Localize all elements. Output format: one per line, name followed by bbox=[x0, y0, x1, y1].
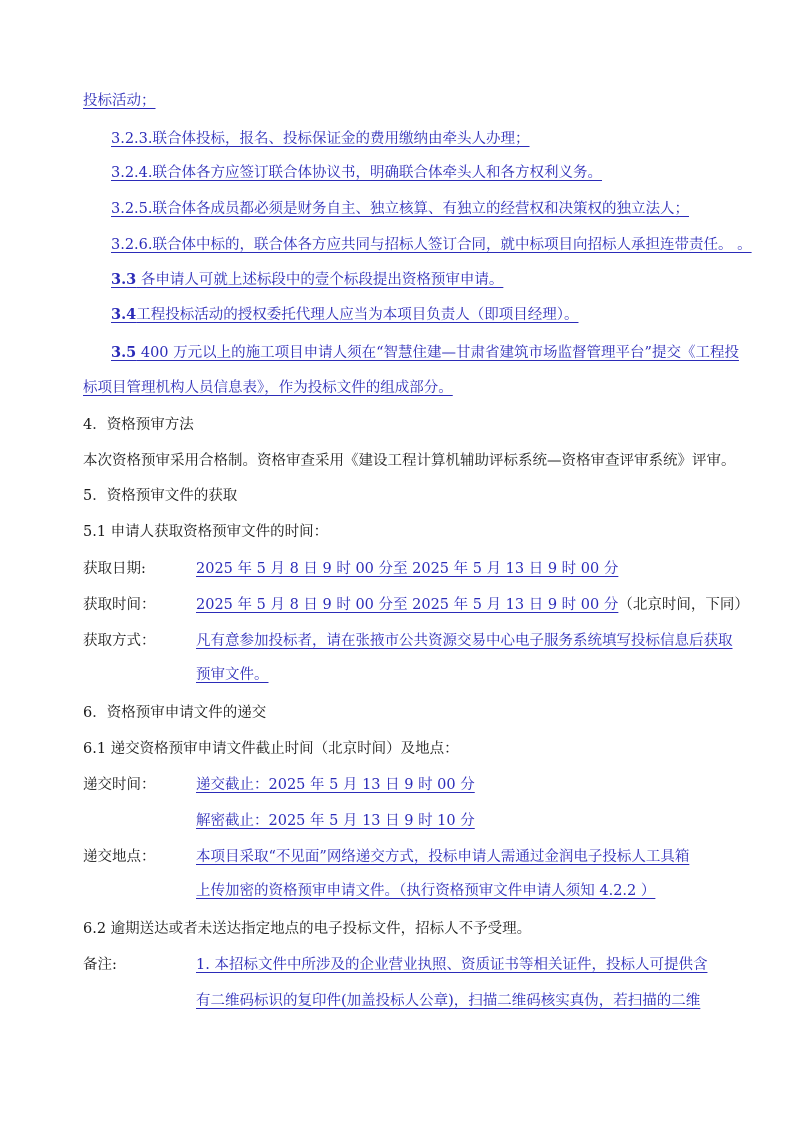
clause-number: 3.5 bbox=[111, 344, 137, 361]
clause-text: 工程投标活动的授权委托代理人应当为本项目负责人（即项目经理）。 bbox=[136, 307, 579, 323]
remark-label: 备注: bbox=[83, 957, 117, 973]
get-date-value: 2025 年 5 月 8 日 9 时 00 分至 2025 年 5 月 13 日 9 时 00 分 bbox=[196, 561, 619, 577]
section-5-heading: 5．资格预审文件的获取 bbox=[83, 488, 238, 504]
decrypt-deadline: 解密截止：2025 年 5 月 13 日 9 时 10 分 bbox=[196, 813, 475, 829]
get-method-value-cont: 预审文件。 bbox=[196, 667, 269, 683]
text-line: 投标活动； bbox=[83, 93, 156, 109]
clause-3-5 bbox=[111, 343, 739, 363]
section-6-2: 6.2 逾期送达或者未送达指定地点的电子投标文件，招标人不予受理。 bbox=[83, 921, 532, 937]
remark-value-cont: 有二维码标识的复印件(加盖投标人公章)，扫描二维码核实真伪，若扫描的二维 bbox=[196, 993, 701, 1009]
clause-3-3 bbox=[111, 270, 503, 290]
clause-3-2-5: 3.2.5.联合体各成员都必须是财务自主、独立核算、有独立的经营权和决策权的独立法人； bbox=[111, 201, 689, 217]
submit-deadline: 递交截止：2025 年 5 月 13 日 9 时 00 分 bbox=[196, 777, 475, 793]
get-time-value: 2025 年 5 月 8 日 9 时 00 分至 2025 年 5 月 13 日 9 时 00 分 bbox=[196, 597, 619, 613]
section-6-heading: 6．资格预审申请文件的递交 bbox=[83, 705, 267, 721]
get-date-label: 获取日期: bbox=[83, 561, 146, 577]
section-4-heading: 4．资格预审方法 bbox=[83, 417, 194, 433]
get-method-label: 获取方式： bbox=[83, 633, 156, 649]
section-6-1: 6.1 递交资格预审申请文件截止时间（北京时间）及地点： bbox=[83, 741, 459, 757]
clause-number: 3.4 bbox=[111, 306, 137, 323]
submit-place-value: 本项目采取“不见面”网络递交方式，投标申请人需通过金润电子投标人工具箱 bbox=[196, 849, 690, 865]
section-4-text: 本次资格预审采用合格制。资格审查采用《建设工程计算机辅助评标系统—资格审查评审系统》评审。 bbox=[83, 453, 736, 469]
clause-3-2-4: 3.2.4.联合体各方应签订联合体协议书，明确联合体牵头人和各方权利义务。 bbox=[111, 165, 603, 181]
submit-place-label: 递交地点： bbox=[83, 849, 156, 865]
clause-3-5-continued: 标项目管理机构人员信息表》，作为投标文件的组成部分。 bbox=[83, 380, 453, 396]
get-time-row bbox=[196, 595, 749, 615]
submit-place-value-cont: 上传加密的资格预审申请文件。（执行资格预审文件申请人须知 4.2.2 ） bbox=[196, 883, 656, 899]
clause-3-4 bbox=[111, 305, 578, 325]
clause-text: 各申请人可就上述标段中的壹个标段提出资格预审申请。 bbox=[136, 272, 504, 288]
remark-value: 1. 本招标文件中所涉及的企业营业执照、资质证书等相关证件，投标人可提供含 bbox=[196, 957, 708, 973]
clause-3-2-3: 3.2.3.联合体投标，报名、投标保证金的费用缴纳由牵头人办理； bbox=[111, 131, 530, 147]
clause-3-2-6: 3.2.6.联合体中标的，联合体各方应共同与招标人签订合同，就中标项目向招标人承担连带责任。 。 bbox=[111, 237, 752, 253]
section-5-1: 5.1 申请人获取资格预审文件的时间： bbox=[83, 524, 329, 540]
get-time-note: （北京时间，下同） bbox=[618, 597, 749, 613]
get-time-label: 获取时间： bbox=[83, 597, 156, 613]
get-method-value: 凡有意参加投标者，请在张掖市公共资源交易中心电子服务系统填写投标信息后获取 bbox=[196, 633, 733, 649]
submit-time-label: 递交时间： bbox=[83, 777, 156, 793]
clause-number: 3.3 bbox=[111, 271, 137, 288]
clause-text: 400 万元以上的施工项目申请人须在“智慧住建—甘肃省建筑市场监督管理平台”提交《工程投 bbox=[136, 345, 739, 361]
